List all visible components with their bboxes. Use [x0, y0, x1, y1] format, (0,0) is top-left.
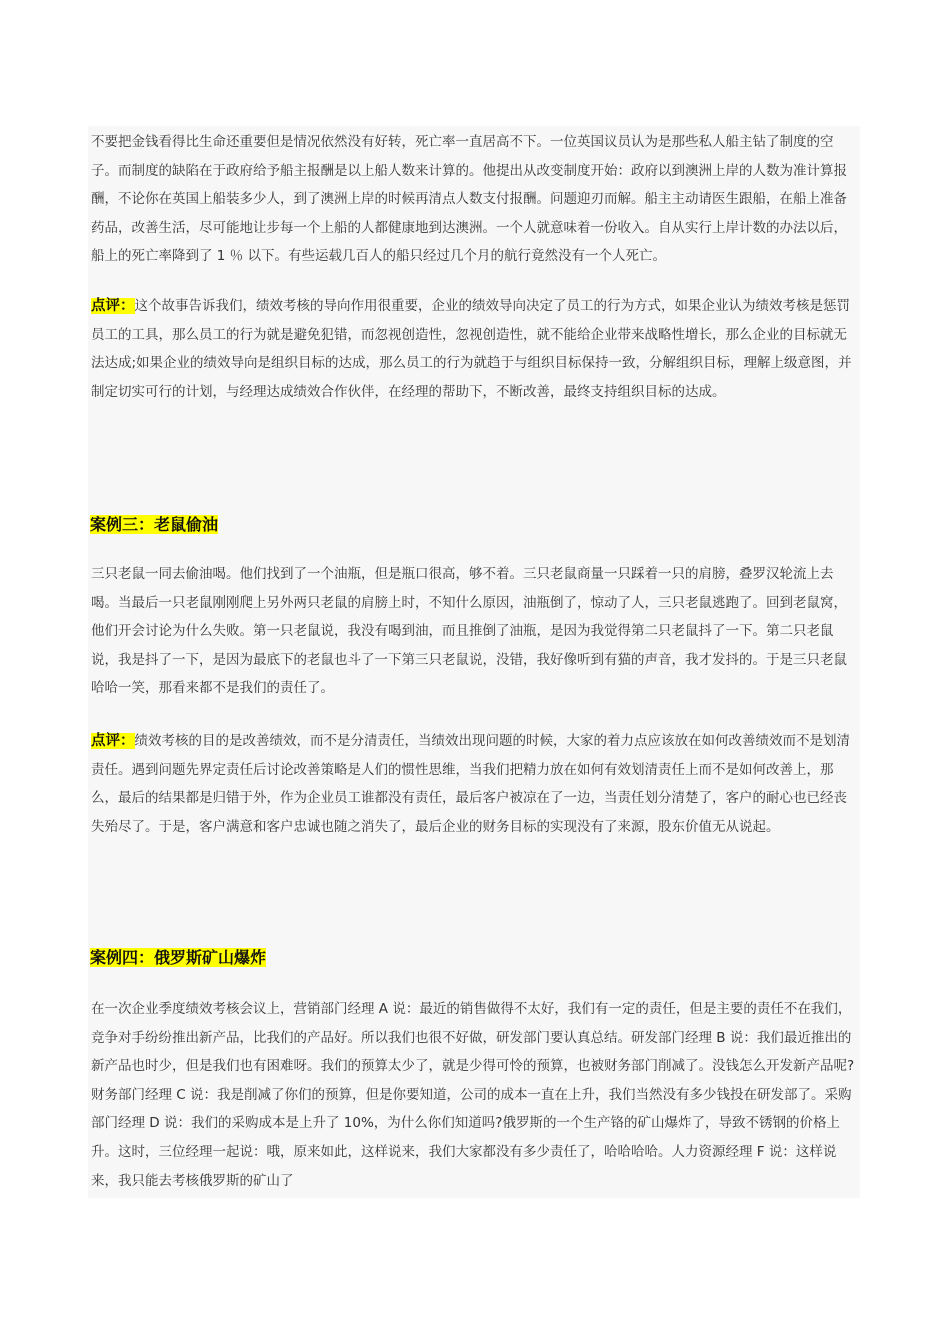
- case-4-title-text: 案例四：俄罗斯矿山爆炸: [90, 948, 267, 967]
- case-3-title-text: 案例三：老鼠偷油: [90, 515, 219, 534]
- comment-2-text: 这个故事告诉我们，绩效考核的导向作用很重要，企业的绩效导向决定了员工的行为方式，如果企业认为绩效考核是惩罚员工的工具，那么员工的行为就是避免犯错，而忽视创造性，忽视创造性，就不能给企业带来战略性增长，那么企业的目标就无法达成;如果企业的绩效导向是组织目标的达成，那么员工的行为就趋于与组织目标保持一致，分解组织目标，理解上级意图，并制定切实可行的计划，与经理达成绩效合作伙伴，在经理的帮助下，不断改善，最终支持组织目标的达成。: [91, 298, 852, 400]
- document-content: [88, 126, 860, 1198]
- comment-3: [88, 727, 860, 841]
- case-3-paragraph: 三只老鼠一同去偷油喝。他们找到了一个油瓶，但是瓶口很高，够不着。三只老鼠商量一只踩着一只的肩膀，叠罗汉轮流上去喝。当最后一只老鼠刚刚爬上另外两只老鼠的肩膀上时，不知什么原因，油瓶倒了，惊动了人，三只老鼠逃跑了。回到老鼠窝，他们开会讨论为什么失败。第一只老鼠说，我没有喝到油，而且推倒了油瓶，是因为我觉得第二只老鼠抖了一下。第二只老鼠说，我是抖了一下，是因为最底下的老鼠也斗了一下第三只老鼠说，没错，我好像听到有猫的声音，我才发抖的。于是三只老鼠哈哈一笑，那看来都不是我们的责任了。: [91, 566, 847, 697]
- comment-3-paragraph: [88, 727, 860, 841]
- case-3-heading: [88, 512, 860, 538]
- comment-3-text: 绩效考核的目的是改善绩效，而不是分清责任，当绩效出现问题的时候，大家的着力点应该放在如何改善绩效而不是划清责任。遇到问题先界定责任后讨论改善策略是人们的惯性思维，当我们把精力放在如何有效划清责任上而不是如何改善上，那么，最后的结果都是归错于外，作为企业员工谁都没有责任，最后客户被凉在了一边，当责任划分清楚了，客户的耐心也已经丧失殆尽了。于是，客户满意和客户忠诚也随之消失了，最后企业的财务目标的实现没有了来源，股东价值无从说起。: [91, 733, 850, 835]
- case-4-story: [88, 995, 860, 1195]
- case-3-title: [88, 512, 860, 538]
- case-4-heading: [88, 945, 860, 971]
- story-2-ending: [88, 128, 860, 271]
- comment-2: [88, 292, 860, 406]
- case-3-story: [88, 560, 860, 703]
- case-4-paragraph: 在一次企业季度绩效考核会议上，营销部门经理 A 说：最近的销售做得不太好，我们有一定的责任，但是主要的责任不在我们，竞争对手纷纷推出新产品，比我们的产品好。所以我们也很不好做，研发部门要认真总结。研发部门经理 B 说：我们最近推出的新产品也时少，但是我们也有困难呀。我们的预算太少了，就是少得可怜的预算，也被财务部门削减了。没钱怎么开发新产品呢? 财务部门经理 C 说：我是削减了你们的预算，但是你要知道，公司的成本一直在上升，我们当然没有多少钱投在研发部了。采购部门经理 D 说：我们的采购成本是上升了 10%，为什么你们知道吗?俄罗斯的一个生产铬的矿山爆炸了，导致不锈钢的价格上升。这时，三位经理一起说：哦，原来如此，这样说来，我们大家都没有多少责任了，哈哈哈哈。人力资源经理 F 说：这样说来，我只能去考核俄罗斯的矿山了: [91, 1001, 855, 1189]
- case-4-title: [88, 945, 860, 971]
- comment-3-label: 点评：: [91, 733, 135, 749]
- comment-2-paragraph: [88, 292, 860, 406]
- comment-2-label: 点评：: [91, 298, 135, 314]
- story-2-paragraph: 不要把金钱看得比生命还重要但是情况依然没有好转，死亡率一直居高不下。一位英国议员认为是那些私人船主钻了制度的空子。而制度的缺陷在于政府给予船主报酬是以上船人数来计算的。他提出从改变制度开始：政府以到澳洲上岸的人数为准计算报酬，不论你在英国上船装多少人，到了澳洲上岸的时候再清点人数支付报酬。问题迎刃而解。船主主动请医生跟船，在船上准备药品，改善生活，尽可能地让步每一个上船的人都健康地到达澳洲。一个人就意味着一份收入。自从实行上岸计数的办法以后，船上的死亡率降到了 1 ％ 以下。有些运载几百人的船只经过几个月的航行竟然没有一个人死亡。: [91, 134, 847, 265]
